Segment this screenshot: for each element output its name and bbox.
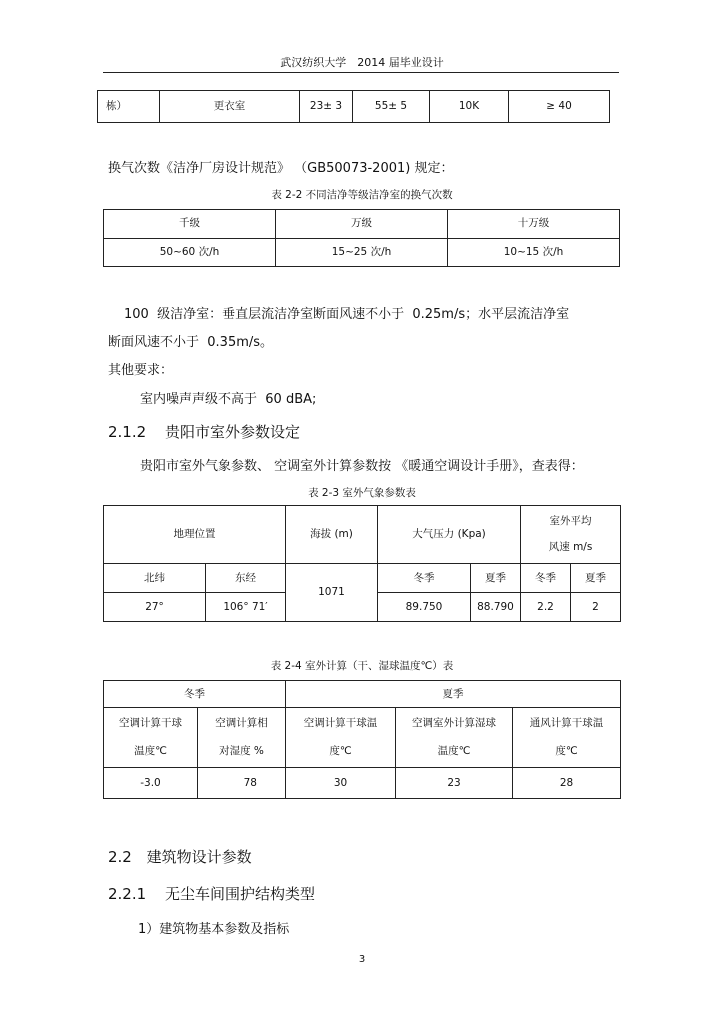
table-row	[98, 91, 610, 123]
table-row	[104, 210, 620, 239]
page-header: 武汉纺织大学 2014 届毕业设计	[280, 56, 444, 69]
section-number: 2.1.2	[108, 423, 147, 441]
table-header-cell	[396, 708, 513, 768]
section-title: 建筑物设计参数	[146, 848, 252, 866]
wind-label-line2: 风速 m/s	[548, 540, 593, 553]
table-header-cell: 北纬	[104, 564, 206, 593]
table-cell: 2	[571, 593, 621, 622]
table-header-cell: 十万级	[448, 210, 620, 239]
table-header-cell: 万级	[276, 210, 448, 239]
header-line: 温度℃	[437, 744, 471, 757]
header-line: 空调计算干球	[119, 717, 182, 730]
table-2-2-caption: 表 2-2 不同洁净等级洁净室的换气次数	[271, 189, 453, 201]
table-cell: 55± 5	[353, 91, 430, 123]
table-cell: 栋）	[98, 91, 160, 123]
header-line: 通风计算干球温	[529, 717, 604, 730]
table-cell: 2.2	[521, 593, 571, 622]
table-cell: 106° 71′	[206, 593, 286, 622]
paragraph-air-change: 换气次数《洁净厂房设计规范》 （GB50073-2001) 规定：	[108, 161, 454, 176]
table-cell: 15~25 次/h	[276, 238, 448, 267]
section-number: 2.2.1	[108, 885, 147, 903]
table-row	[104, 681, 621, 708]
table-cell: 23± 3	[300, 91, 353, 123]
header-rule	[103, 72, 619, 73]
table-cell: 1071	[286, 564, 378, 622]
table-header-cell	[104, 708, 198, 768]
page-number: 3	[358, 954, 366, 965]
header-line: 度℃	[329, 744, 352, 757]
table-header-cell: 冬季	[104, 681, 286, 708]
paragraph-noise: 室内噪声声级不高于 60 dBA;	[140, 392, 317, 407]
section-number: 2.2	[108, 848, 132, 866]
section-heading-2-2	[108, 846, 252, 867]
table-2-4	[103, 680, 621, 799]
table-header-cell: 海拔 (m)	[286, 506, 378, 564]
table-row	[104, 564, 621, 593]
table-cell: 23	[396, 768, 513, 799]
table-header-cell: 千级	[104, 210, 276, 239]
table-header-cell	[513, 708, 621, 768]
table-header-cell: 夏季	[471, 564, 521, 593]
table-header-cell	[286, 708, 396, 768]
table-2-2	[103, 209, 620, 267]
table-cell: 50~60 次/h	[104, 238, 276, 267]
table-cell: 10~15 次/h	[448, 238, 620, 267]
paragraph-other: 其他要求：	[108, 363, 174, 378]
table-cell: 10K	[430, 91, 509, 123]
table-2-3	[103, 505, 621, 622]
table-row	[104, 768, 621, 799]
table-top	[97, 90, 610, 123]
table-cell: 88.790	[471, 593, 521, 622]
table-cell: -3.0	[104, 768, 198, 799]
section-title: 贵阳市室外参数设定	[164, 423, 300, 441]
table-row	[104, 708, 621, 768]
section-heading-2-2-1	[108, 883, 315, 904]
table-header-cell: 冬季	[521, 564, 571, 593]
table-cell: 78	[198, 768, 286, 799]
table-header-cell: 夏季	[571, 564, 621, 593]
list-item-building-params: 1）建筑物基本参数及指标	[138, 922, 290, 937]
section-title: 无尘车间围护结构类型	[164, 885, 315, 903]
header-line: 空调计算相	[215, 717, 268, 730]
table-cell: 28	[513, 768, 621, 799]
table-header-cell: 地理位置	[104, 506, 286, 564]
table-header-cell: 冬季	[378, 564, 471, 593]
table-header-cell: 夏季	[286, 681, 621, 708]
header-line: 空调室外计算湿球	[412, 717, 496, 730]
table-cell: 27°	[104, 593, 206, 622]
table-row	[104, 506, 621, 564]
table-2-4-caption: 表 2-4 室外计算（干、湿球温度℃）表	[270, 660, 454, 672]
section-heading-2-1-2	[108, 421, 300, 442]
header-line: 空调计算干球温	[303, 717, 378, 730]
table-header-cell: 大气压力 (Kpa)	[378, 506, 521, 564]
table-cell: ≥ 40	[509, 91, 610, 123]
table-2-3-caption: 表 2-3 室外气象参数表	[308, 487, 416, 499]
header-line: 对湿度 %	[219, 744, 264, 757]
table-cell: 更衣室	[160, 91, 300, 123]
paragraph-guiyang: 贵阳市室外气象参数、 空调室外计算参数按 《暖通空调设计手册》，查表得：	[140, 459, 584, 474]
table-cell: 30	[286, 768, 396, 799]
table-header-cell: 东经	[206, 564, 286, 593]
paragraph-airflow-line1: 100 级洁净室：垂直层流洁净室断面风速不小于 0.25m/s；水平层流洁净室	[124, 307, 570, 322]
table-header-cell	[521, 506, 621, 564]
paragraph-airflow-line2: 断面风速不小于 0.35m/s。	[108, 335, 274, 350]
wind-label-line1: 室外平均	[549, 515, 592, 528]
header-line: 度℃	[555, 744, 578, 757]
table-cell: 89.750	[378, 593, 471, 622]
header-line: 温度℃	[134, 744, 167, 757]
table-row	[104, 238, 620, 267]
table-header-cell	[198, 708, 286, 768]
